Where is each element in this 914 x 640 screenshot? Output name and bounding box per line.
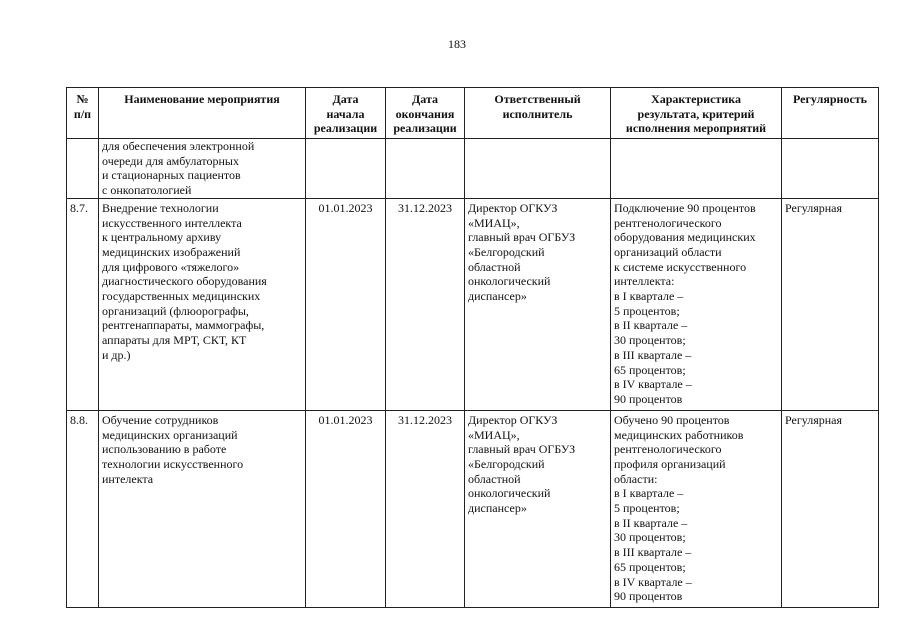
row-start-date: 01.01.2023 — [306, 410, 386, 607]
row-end-date: 31.12.2023 — [386, 410, 465, 607]
header-end-date: Дата окончания реализации — [386, 88, 465, 139]
header-responsible: Ответственный исполнитель — [465, 88, 611, 139]
row-responsible: Директор ОГКУЗ «МИАЦ», главный врач ОГБУЗ «Белгородский областной онкологический диспансер» — [465, 198, 611, 410]
row-regularity — [782, 139, 879, 199]
row-num: 8.8. — [67, 410, 99, 607]
row-result: Обучено 90 процентов медицинских работников рентгенологического профиля организаций области: в I квартале – 5 процентов; в II квартале – 30 процентов; в III квартале – 65 процентов; в IV квартале – 90 процентов — [611, 410, 782, 607]
header-result: Характеристика результата, критерий исполнения мероприятий — [611, 88, 782, 139]
row-num: 8.7. — [67, 198, 99, 410]
row-end-date: 31.12.2023 — [386, 198, 465, 410]
row-result: Подключение 90 процентов рентгенологического оборудования медицинских организаций области к системе искусственного интеллекта: в I квартале – 5 процентов; в II квартале – 30 процентов; в III квартале – 65 процентов; в IV квартале – 90 процентов — [611, 198, 782, 410]
row-regularity: Регулярная — [782, 410, 879, 607]
activities-table — [66, 87, 879, 608]
row-name: для обеспечения электронной очереди для амбулаторных и стационарных пациентов с онкопатологией — [99, 139, 306, 199]
row-regularity: Регулярная — [782, 198, 879, 410]
page-number: 183 — [448, 37, 466, 51]
row-result — [611, 139, 782, 199]
header-name: Наименование мероприятия — [99, 88, 306, 139]
table-row — [67, 410, 879, 607]
row-name: Внедрение технологии искусственного интеллекта к центральному архиву медицинских изображений для цифрового «тяжелого» диагностического оборудования государственных медицинских организаций (флюорографы, рентгенаппараты, маммографы, аппараты для МРТ, СКТ, КТ и др.) — [99, 198, 306, 410]
row-end-date — [386, 139, 465, 199]
header-regularity: Регулярность — [782, 88, 879, 139]
row-start-date — [306, 139, 386, 199]
row-name: Обучение сотрудников медицинских организаций использованию в работе технологии искусственного интелекта — [99, 410, 306, 607]
row-num — [67, 139, 99, 199]
header-start-date: Дата начала реализации — [306, 88, 386, 139]
header-num: № п/п — [67, 88, 99, 139]
row-responsible: Директор ОГКУЗ «МИАЦ», главный врач ОГБУЗ «Белгородский областной онкологический диспансер» — [465, 410, 611, 607]
row-start-date: 01.01.2023 — [306, 198, 386, 410]
table-header-row — [67, 88, 879, 139]
row-responsible — [465, 139, 611, 199]
table-row — [67, 198, 879, 410]
table-row — [67, 139, 879, 199]
